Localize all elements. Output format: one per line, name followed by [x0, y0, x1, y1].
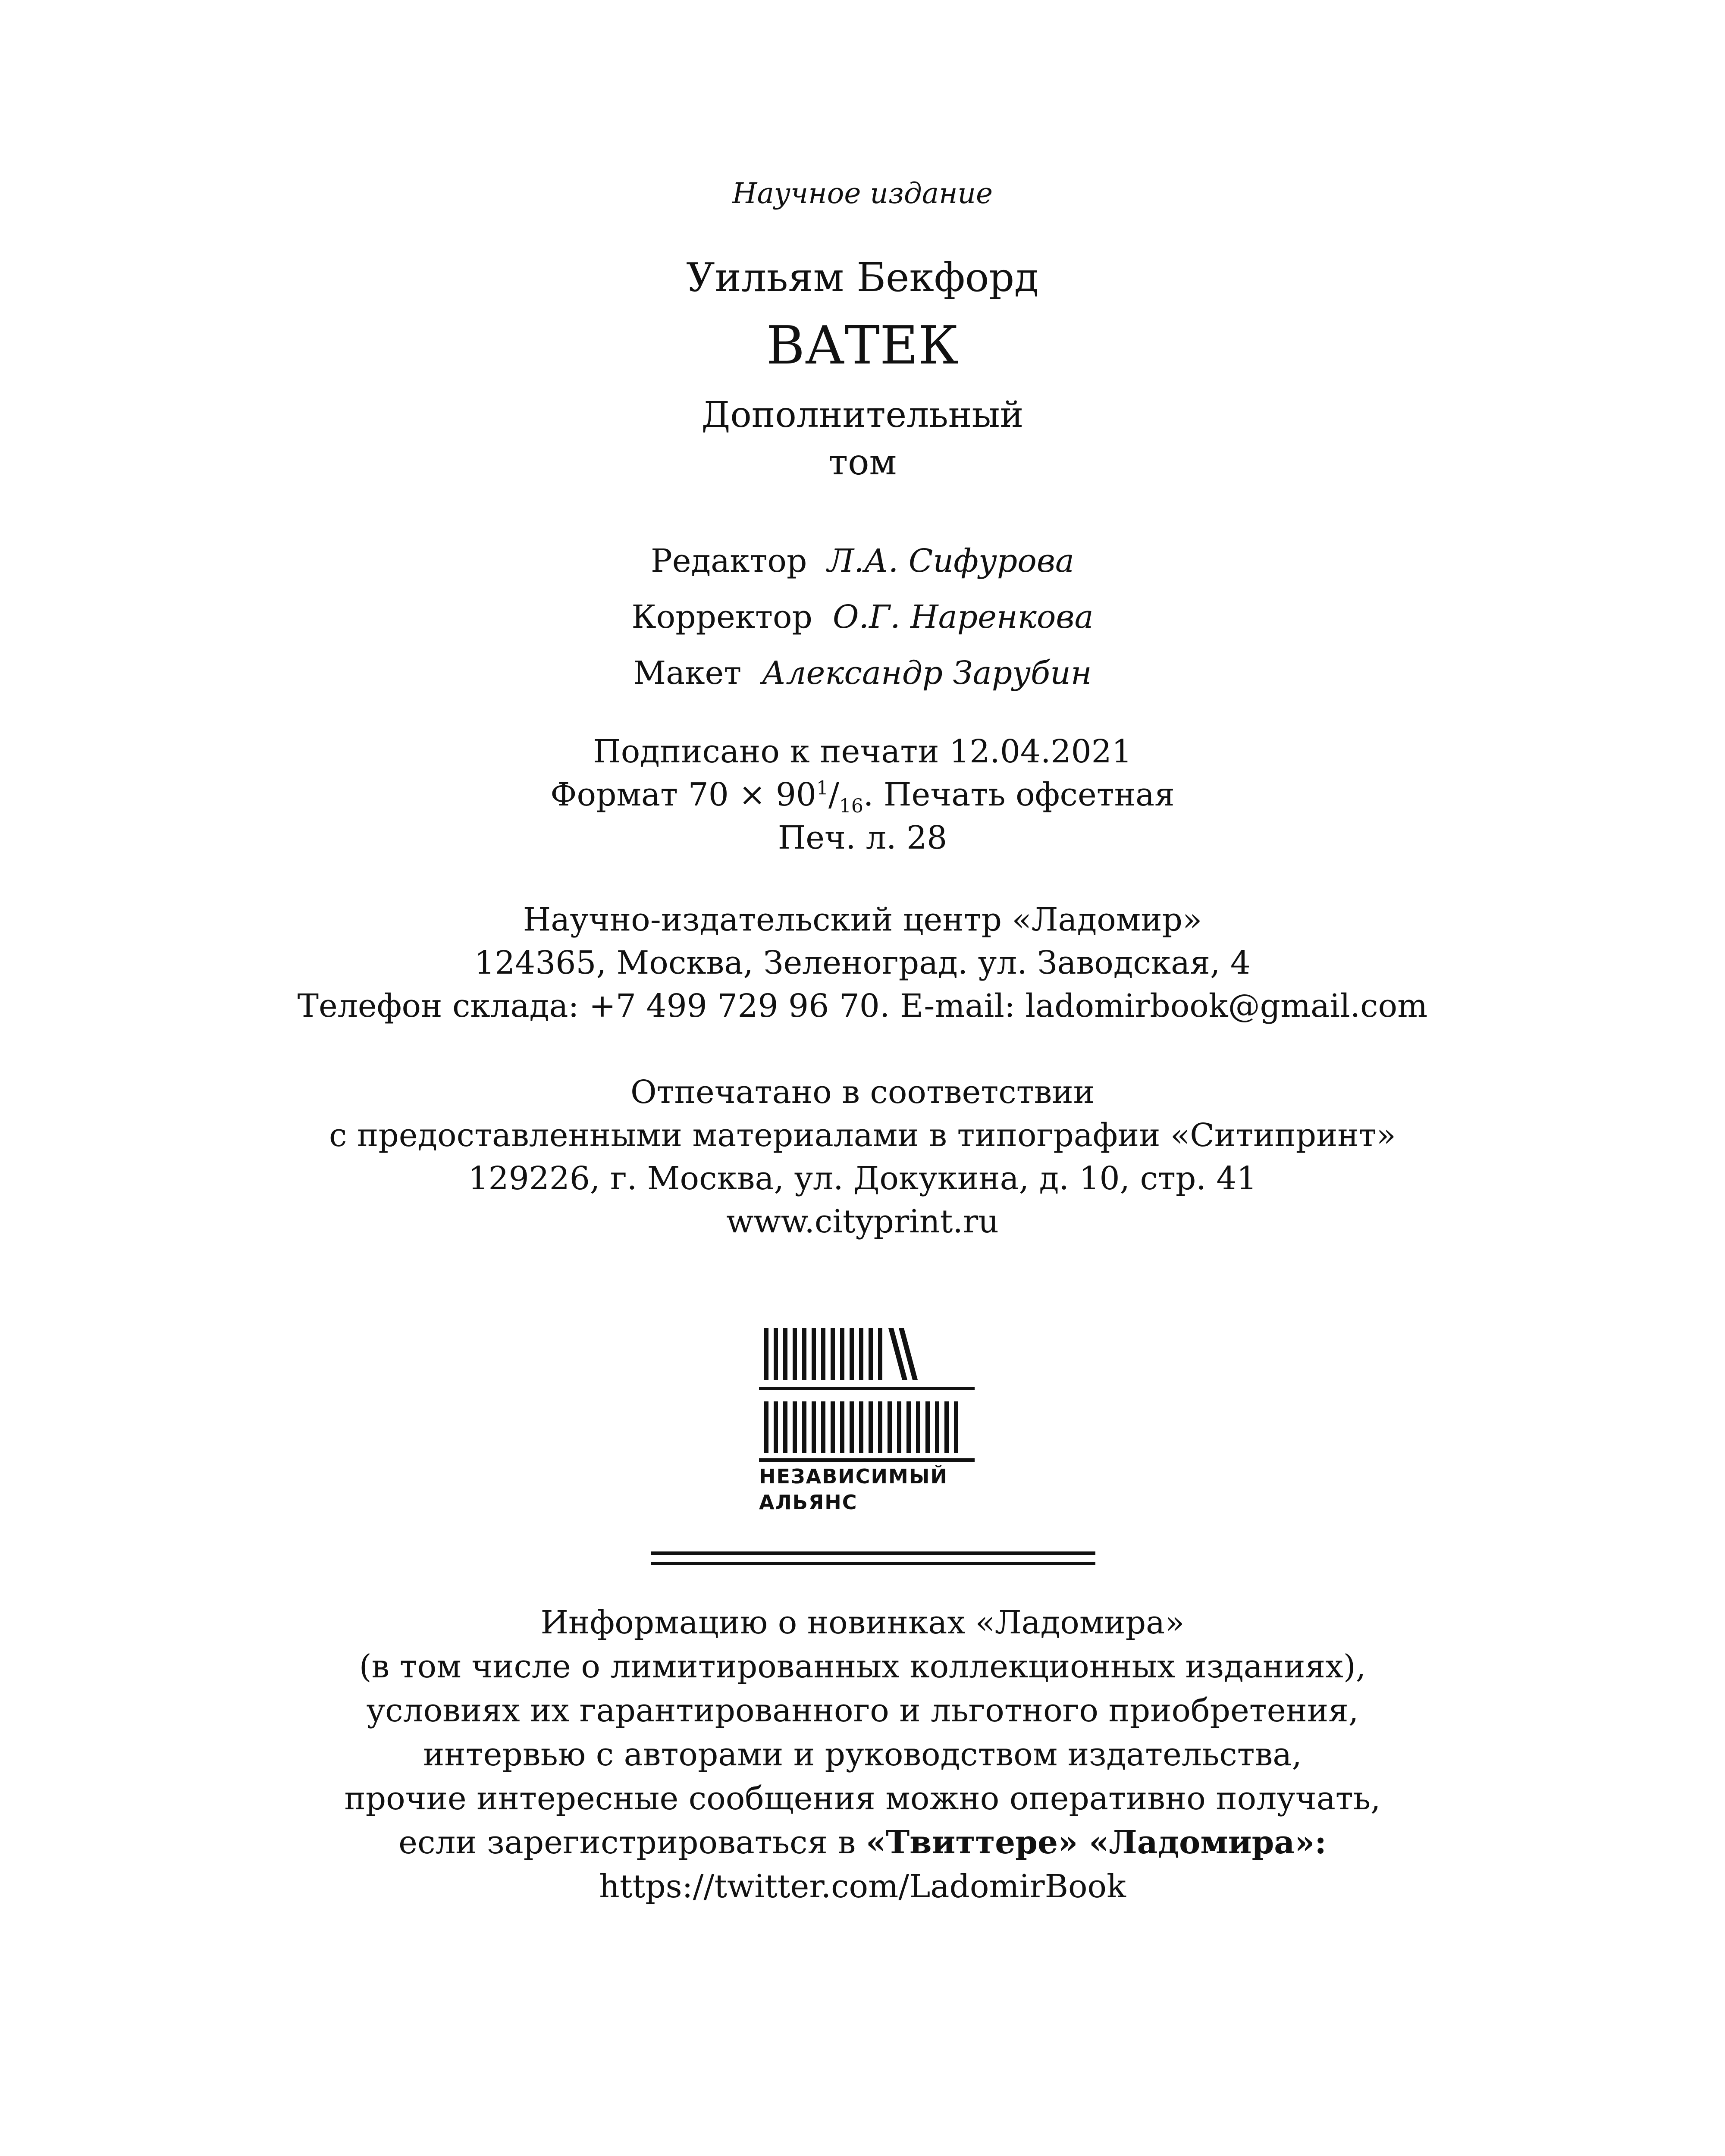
credit-role: Корректор [631, 599, 812, 636]
publisher-name: Научно-издательский центр «Ладомир» [523, 901, 1202, 938]
printer-website: www.cityprint.ru [726, 1203, 999, 1240]
credit-name: Александр Зарубин [762, 655, 1092, 692]
printer-address: 129226, г. Москва, ул. Докукина, д. 10, стр. 41 [468, 1160, 1257, 1197]
credit-corrector [0, 599, 1725, 636]
alliance-books-icon [759, 1319, 983, 1462]
book-subtitle-line2: том [828, 442, 897, 483]
info-line6-prefix: если зарегистрироваться в [398, 1824, 866, 1861]
logo-text-line1: НЕЗАВИСИМЫЙ [759, 1465, 948, 1488]
format-sup: 1 [816, 777, 828, 799]
format-sub: 16 [839, 795, 863, 817]
edition-type: Научное издание [732, 177, 993, 210]
info-line4: интервью с авторами и руководством издательства, [423, 1736, 1302, 1773]
book-author: Уильям Бекфорд [686, 254, 1039, 301]
credit-role: Макет [633, 655, 742, 692]
info-line1: Информацию о новинках «Ладомира» [540, 1604, 1185, 1641]
info-line5: прочие интересные сообщения можно оперативно получать, [344, 1780, 1381, 1817]
book-subtitle-line1: Дополнительный [701, 395, 1024, 436]
print-signed: Подписано к печати 12.04.2021 [593, 733, 1132, 770]
independent-alliance-logo [759, 1319, 983, 1514]
credit-name: О.Г. Наренкова [832, 599, 1094, 636]
logo-text-line2: АЛЬЯНС [759, 1491, 858, 1514]
credit-role: Редактор [650, 542, 807, 580]
publisher-contact: Телефон склада: +7 499 729 96 70. E-mail: ladomirbook@gmail.com [297, 987, 1428, 1025]
twitter-link[interactable]: https://twitter.com/LadomirBook [599, 1868, 1126, 1905]
info-line6 [0, 1824, 1725, 1861]
info-line3: условиях их гарантированного и льготного приобретения, [366, 1692, 1359, 1729]
publisher-address: 124365, Москва, Зеленоград. ул. Заводская, 4 [474, 944, 1251, 981]
printer-line1: Отпечатано в соответствии [630, 1074, 1095, 1111]
format-suffix: . Печать офсетная [863, 776, 1175, 813]
format-prefix: Формат 70 × 90 [550, 776, 816, 813]
credit-layout [0, 655, 1725, 692]
printer-line2: с предоставленными материалами в типографии «Ситипринт» [329, 1117, 1396, 1154]
divider-rule-bottom [651, 1562, 1095, 1565]
book-title: ВАТЕК [766, 315, 959, 376]
print-sheets: Печ. л. 28 [778, 819, 947, 856]
divider-rule-top [651, 1551, 1095, 1555]
info-line6-bold: «Твиттере» «Ладомира»: [866, 1824, 1327, 1861]
credit-name: Л.А. Сифурова [827, 542, 1075, 580]
print-format: Формат $70 \times 90^1/_{16}$. Печать офсетная [550, 776, 1175, 817]
info-line2: (в том числе о лимитированных коллекционных изданиях), [359, 1648, 1366, 1685]
credit-editor [0, 542, 1725, 580]
